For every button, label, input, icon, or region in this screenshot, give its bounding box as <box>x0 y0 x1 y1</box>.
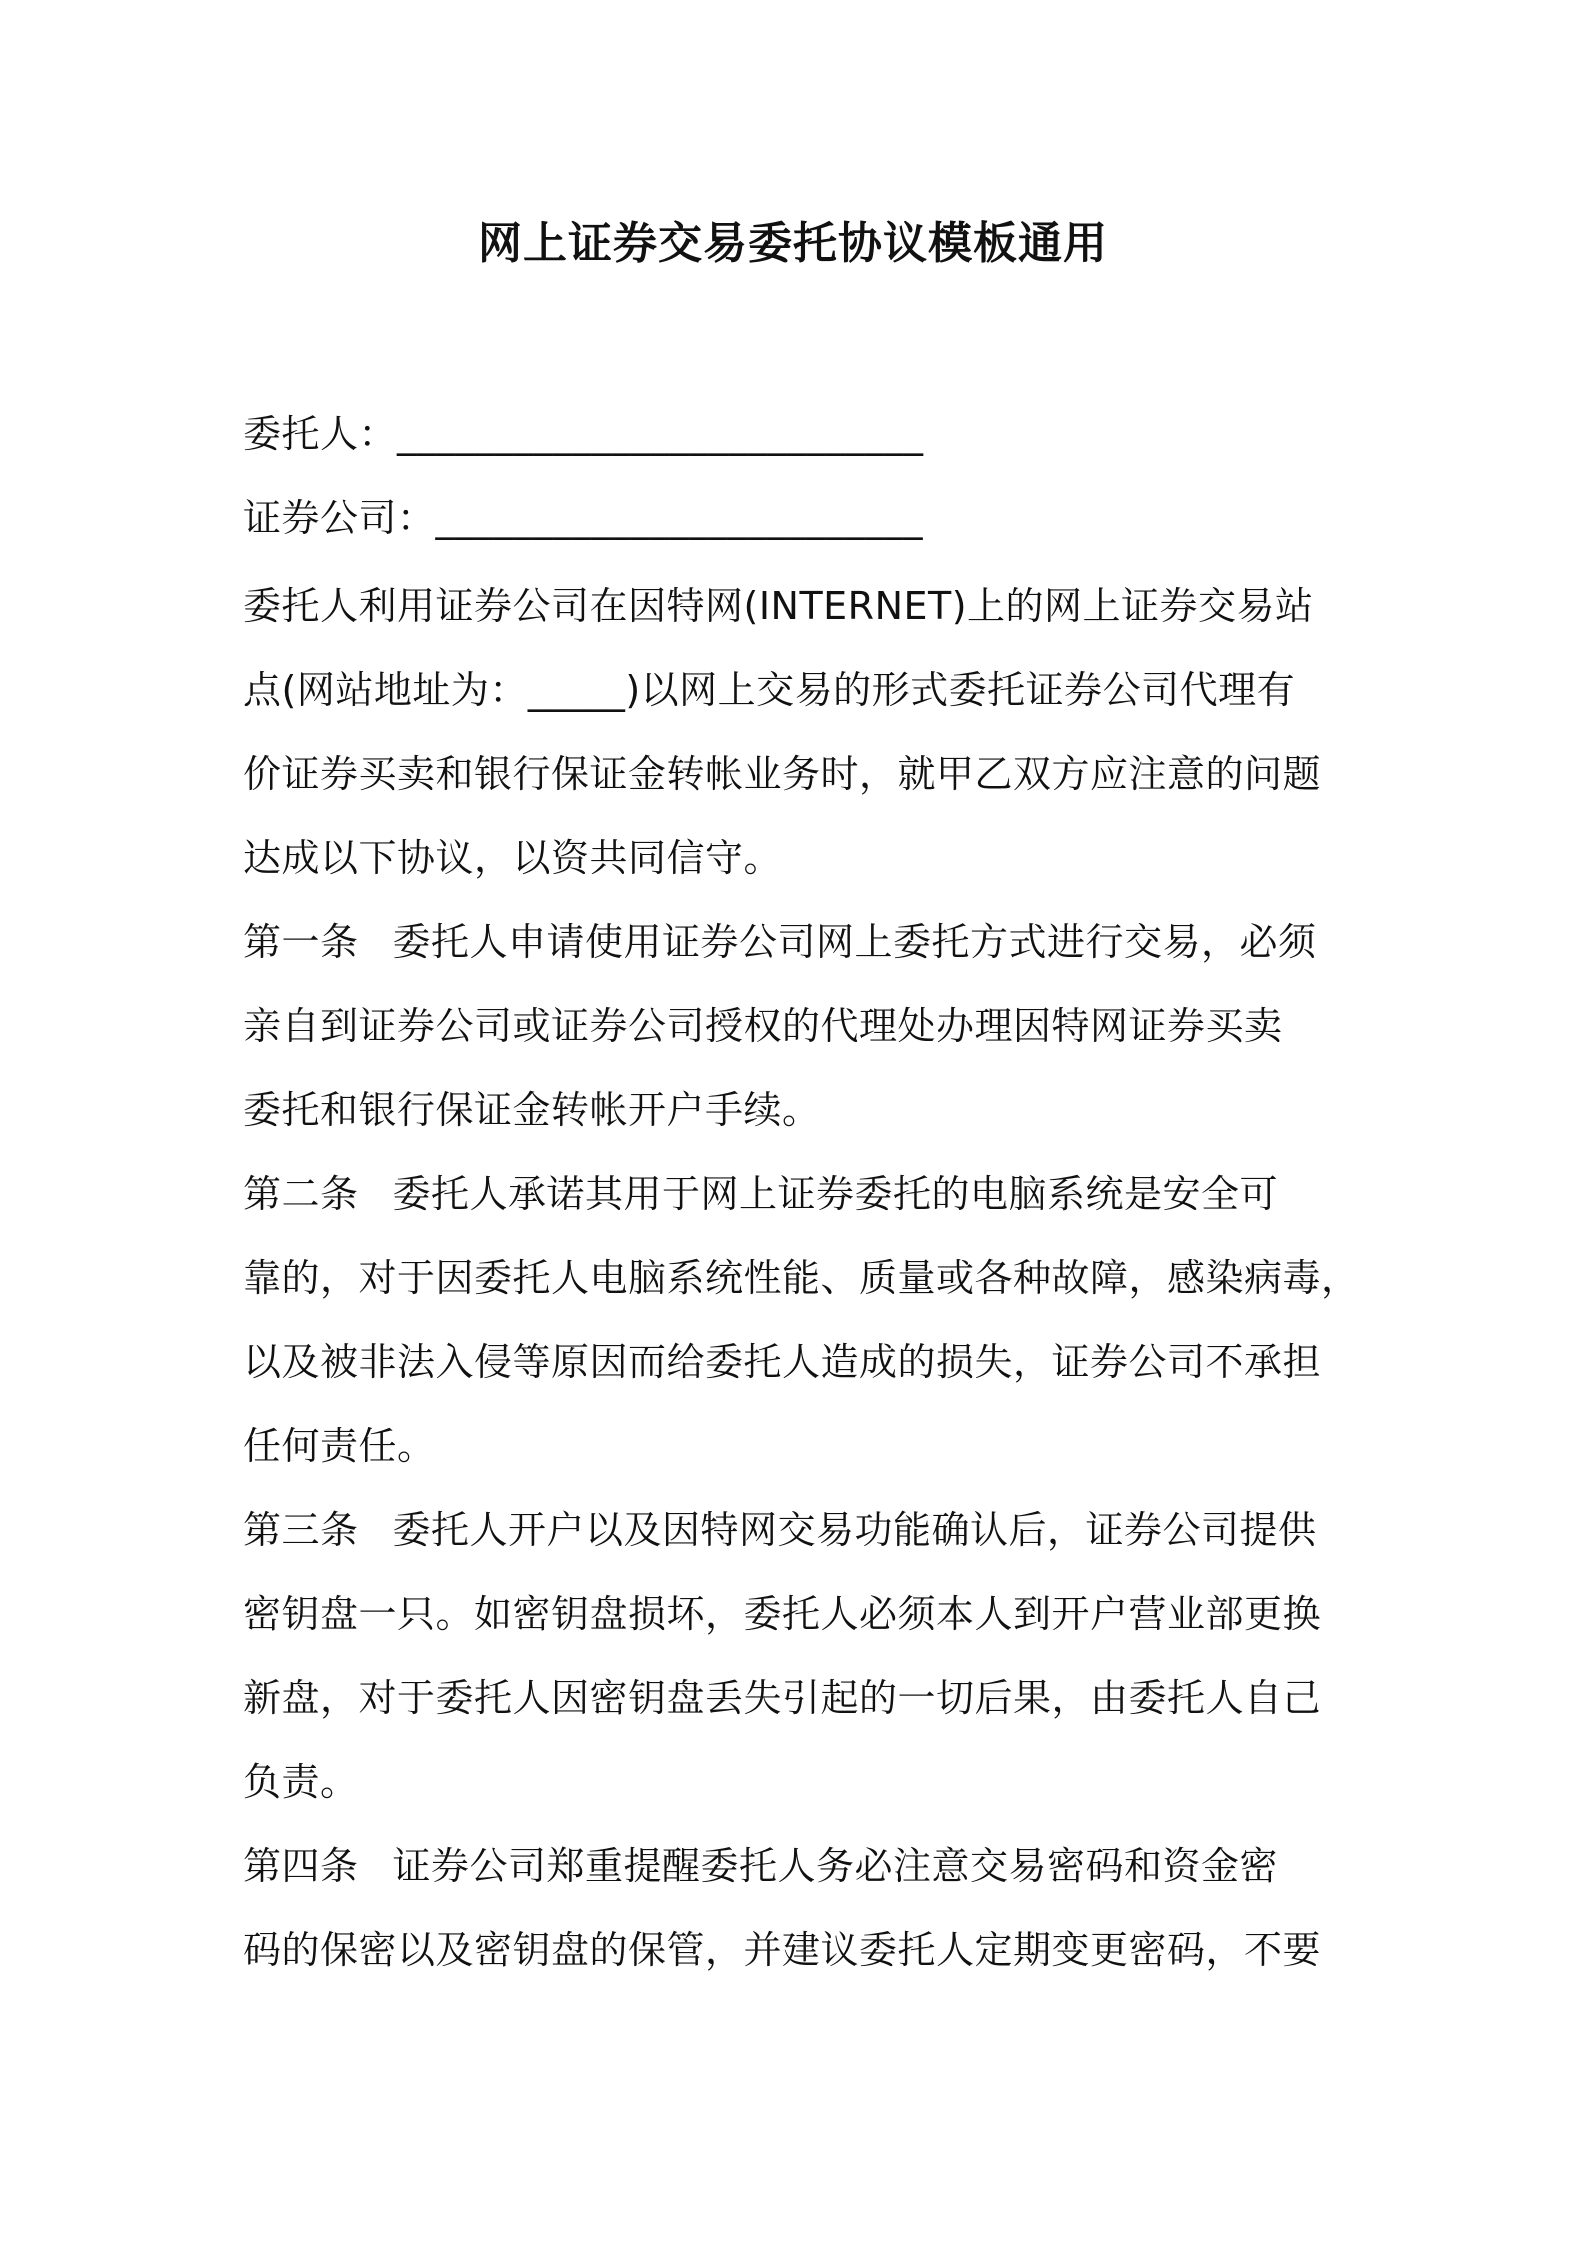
article-4-text: 证券公司郑重提醒委托人务必注意交易密码和资金密 <box>392 1844 1279 1888</box>
body-line: 密钥盘一只。如密钥盘损坏，委托人必须本人到开户营业部更换 <box>243 1592 1322 1636</box>
body-line: 价证券买卖和银行保证金转帐业务时，就甲乙双方应注意的问题 <box>243 752 1322 796</box>
document-title: 网上证券交易委托协议模板通用 <box>478 218 1108 269</box>
article-2-label: 第二条 <box>243 1172 359 1216</box>
field-broker-blank: _________________________ <box>435 496 924 540</box>
body-line: 亲自到证券公司或证券公司授权的代理处办理因特网证券买卖 <box>243 1004 1283 1048</box>
body-line: 点(网站地址为：_____)以网上交易的形式委托证券公司代理有 <box>243 668 1296 712</box>
body-line: 达成以下协议，以资共同信守。 <box>243 836 783 880</box>
field-client-label: 委托人： <box>243 412 398 456</box>
article-3-text: 委托人开户以及因特网交易功能确认后，证券公司提供 <box>392 1508 1317 1552</box>
field-broker-label: 证券公司： <box>243 496 436 540</box>
field-client-blank: ___________________________ <box>397 412 924 456</box>
body-line: 委托和银行保证金转帐开户手续。 <box>243 1088 821 1132</box>
body-line: 以及被非法入侵等原因而给委托人造成的损失，证券公司不承担 <box>243 1340 1322 1384</box>
article-4-label: 第四条 <box>243 1844 359 1888</box>
field-client <box>243 406 1353 462</box>
article-3-label: 第三条 <box>243 1508 359 1552</box>
article-3-line <box>243 1502 1353 1558</box>
article-4-line <box>243 1838 1353 1894</box>
body-line: 委托人利用证券公司在因特网(INTERNET)上的网上证券交易站 <box>243 584 1314 628</box>
article-1-text: 委托人申请使用证券公司网上委托方式进行交易，必须 <box>392 920 1317 964</box>
body-line: 负责。 <box>243 1760 359 1804</box>
article-2-text: 委托人承诺其用于网上证券委托的电脑系统是安全可 <box>392 1172 1279 1216</box>
body-line: 靠的，对于因委托人电脑系统性能、质量或各种故障，感染病毒， <box>243 1256 1360 1300</box>
body-line: 码的保密以及密钥盘的保管，并建议委托人定期变更密码，不要 <box>243 1928 1322 1972</box>
body-line: 新盘，对于委托人因密钥盘丢失引起的一切后果，由委托人自己 <box>243 1676 1322 1720</box>
article-1-label: 第一条 <box>243 920 359 964</box>
article-2-line <box>243 1166 1353 1222</box>
body-line: 任何责任。 <box>243 1424 436 1468</box>
article-1-line <box>243 914 1353 970</box>
field-broker <box>243 490 1353 546</box>
